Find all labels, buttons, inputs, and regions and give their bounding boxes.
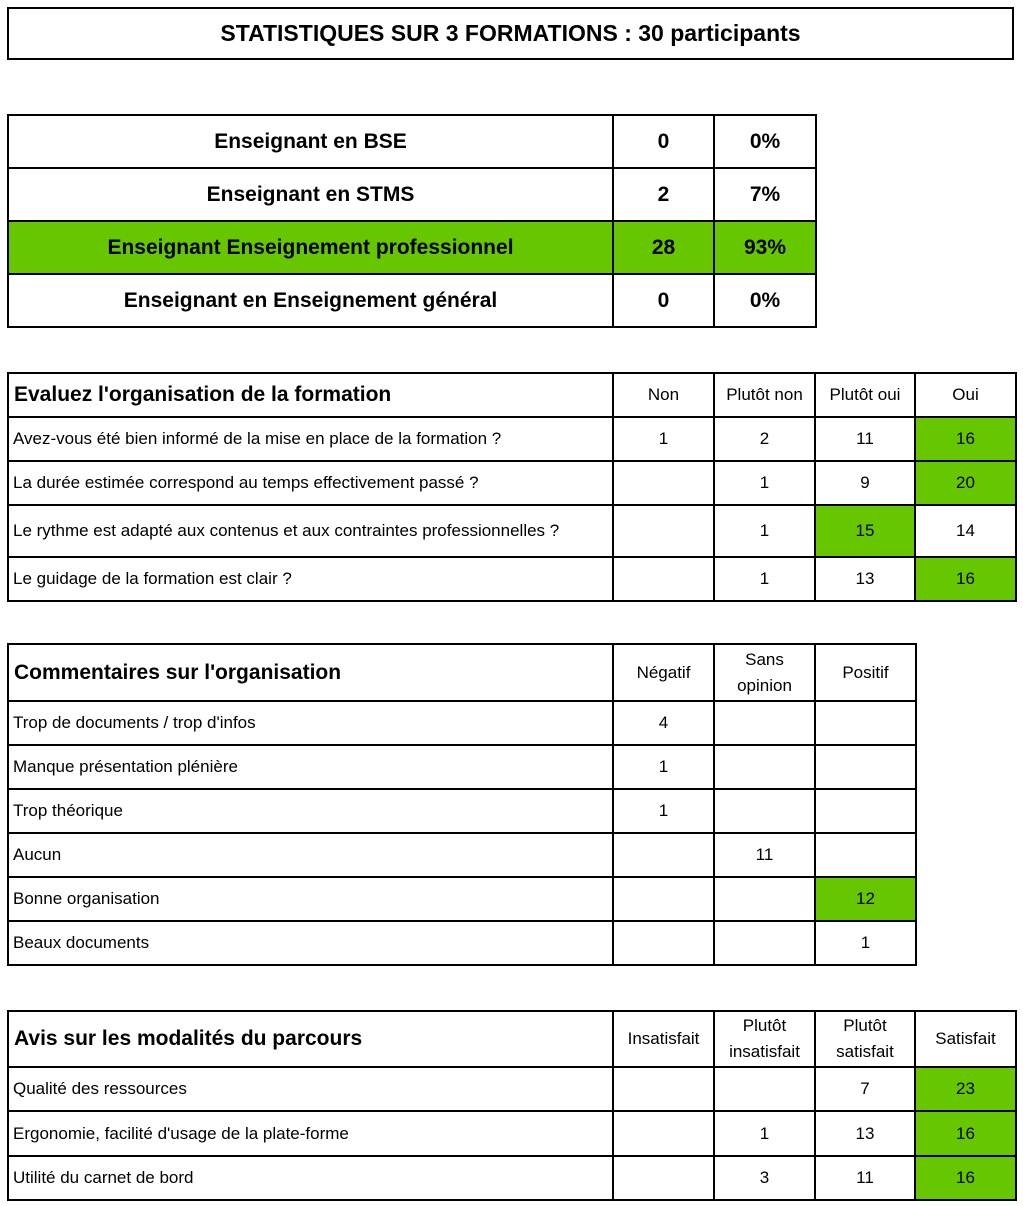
comment-label: Beaux documents [8, 921, 613, 965]
table-row [8, 221, 816, 274]
table-row [8, 274, 816, 327]
profile-count: 0 [613, 115, 714, 168]
cell-value: 14 [915, 505, 1016, 557]
column-header: Non [613, 373, 714, 417]
profile-percent: 0% [714, 274, 816, 327]
commentaires-table [7, 643, 917, 966]
page-title: STATISTIQUES SUR 3 FORMATIONS : 30 participants [7, 7, 1014, 60]
table-row [8, 745, 916, 789]
cell-value [815, 833, 916, 877]
profiles-table [7, 114, 817, 328]
profile-percent: 7% [714, 168, 816, 221]
cell-value [815, 701, 916, 745]
modalite-label: Utilité du carnet de bord [8, 1156, 613, 1200]
profile-count: 28 [613, 221, 714, 274]
cell-value: 1 [613, 745, 714, 789]
modalites-table [7, 1010, 1017, 1201]
column-header: Plutôt satisfait [815, 1011, 915, 1067]
cell-value [613, 557, 714, 601]
table-row [8, 1067, 1016, 1111]
section-heading: Avis sur les modalités du parcours [8, 1011, 613, 1067]
cell-value: 7 [815, 1067, 915, 1111]
table-row [8, 789, 916, 833]
cell-value [613, 461, 714, 505]
table-header-row [8, 644, 916, 701]
cell-value: 16 [915, 1156, 1016, 1200]
cell-value: 1 [815, 921, 916, 965]
table-row [8, 461, 1016, 505]
profile-count: 2 [613, 168, 714, 221]
cell-value [613, 1067, 714, 1111]
cell-value: 2 [714, 417, 815, 461]
column-header: Sans opinion [714, 644, 815, 701]
question-label: Le rythme est adapté aux contenus et aux contraintes professionnelles ? [8, 505, 613, 557]
modalite-label: Ergonomie, facilité d'usage de la plate-forme [8, 1111, 613, 1156]
table-row [8, 557, 1016, 601]
cell-value: 16 [915, 417, 1016, 461]
column-header: Insatisfait [613, 1011, 714, 1067]
question-label: Le guidage de la formation est clair ? [8, 557, 613, 601]
cell-value: 20 [915, 461, 1016, 505]
profile-count: 0 [613, 274, 714, 327]
cell-value: 3 [714, 1156, 815, 1200]
cell-value: 16 [915, 557, 1016, 601]
column-header: Plutôt insatisfait [714, 1011, 815, 1067]
column-header: Plutôt oui [815, 373, 915, 417]
column-header: Plutôt non [714, 373, 815, 417]
cell-value: 12 [815, 877, 916, 921]
comment-label: Manque présentation plénière [8, 745, 613, 789]
cell-value [613, 833, 714, 877]
cell-value [815, 789, 916, 833]
comment-label: Trop théorique [8, 789, 613, 833]
cell-value: 13 [815, 557, 915, 601]
cell-value: 16 [915, 1111, 1016, 1156]
table-row [8, 701, 916, 745]
cell-value: 1 [613, 789, 714, 833]
profile-label: Enseignant Enseignement professionnel [8, 221, 613, 274]
question-label: La durée estimée correspond au temps effectivement passé ? [8, 461, 613, 505]
table-row [8, 417, 1016, 461]
cell-value [613, 1111, 714, 1156]
profile-label: Enseignant en STMS [8, 168, 613, 221]
profile-percent: 0% [714, 115, 816, 168]
cell-value [714, 701, 815, 745]
question-label: Avez-vous été bien informé de la mise en place de la formation ? [8, 417, 613, 461]
cell-value [815, 745, 916, 789]
table-row [8, 1156, 1016, 1200]
profile-label: Enseignant en BSE [8, 115, 613, 168]
cell-value: 15 [815, 505, 915, 557]
column-header: Positif [815, 644, 916, 701]
table-row [8, 877, 916, 921]
cell-value [714, 921, 815, 965]
profile-percent: 93% [714, 221, 816, 274]
comment-label: Aucun [8, 833, 613, 877]
table-header-row [8, 1011, 1016, 1067]
column-header: Négatif [613, 644, 714, 701]
cell-value [613, 505, 714, 557]
cell-value: 1 [714, 557, 815, 601]
cell-value [714, 745, 815, 789]
cell-value: 1 [714, 461, 815, 505]
cell-value [613, 1156, 714, 1200]
section-heading: Commentaires sur l'organisation [8, 644, 613, 701]
cell-value: 1 [714, 1111, 815, 1156]
cell-value: 11 [815, 417, 915, 461]
modalite-label: Qualité des ressources [8, 1067, 613, 1111]
table-row [8, 921, 916, 965]
table-row [8, 1111, 1016, 1156]
section-heading: Evaluez l'organisation de la formation [8, 373, 613, 417]
table-row [8, 833, 916, 877]
cell-value: 1 [714, 505, 815, 557]
cell-value [714, 1067, 815, 1111]
cell-value: 13 [815, 1111, 915, 1156]
cell-value [613, 921, 714, 965]
cell-value [714, 877, 815, 921]
column-header: Oui [915, 373, 1016, 417]
cell-value: 4 [613, 701, 714, 745]
comment-label: Trop de documents / trop d'infos [8, 701, 613, 745]
cell-value: 1 [613, 417, 714, 461]
cell-value [613, 877, 714, 921]
comment-label: Bonne organisation [8, 877, 613, 921]
cell-value [714, 789, 815, 833]
cell-value: 11 [714, 833, 815, 877]
table-row [8, 505, 1016, 557]
cell-value: 9 [815, 461, 915, 505]
column-header: Satisfait [915, 1011, 1016, 1067]
cell-value: 23 [915, 1067, 1016, 1111]
table-row [8, 115, 816, 168]
profile-label: Enseignant en Enseignement général [8, 274, 613, 327]
table-header-row [8, 373, 1016, 417]
table-row [8, 168, 816, 221]
cell-value: 11 [815, 1156, 915, 1200]
organisation-table [7, 372, 1017, 602]
